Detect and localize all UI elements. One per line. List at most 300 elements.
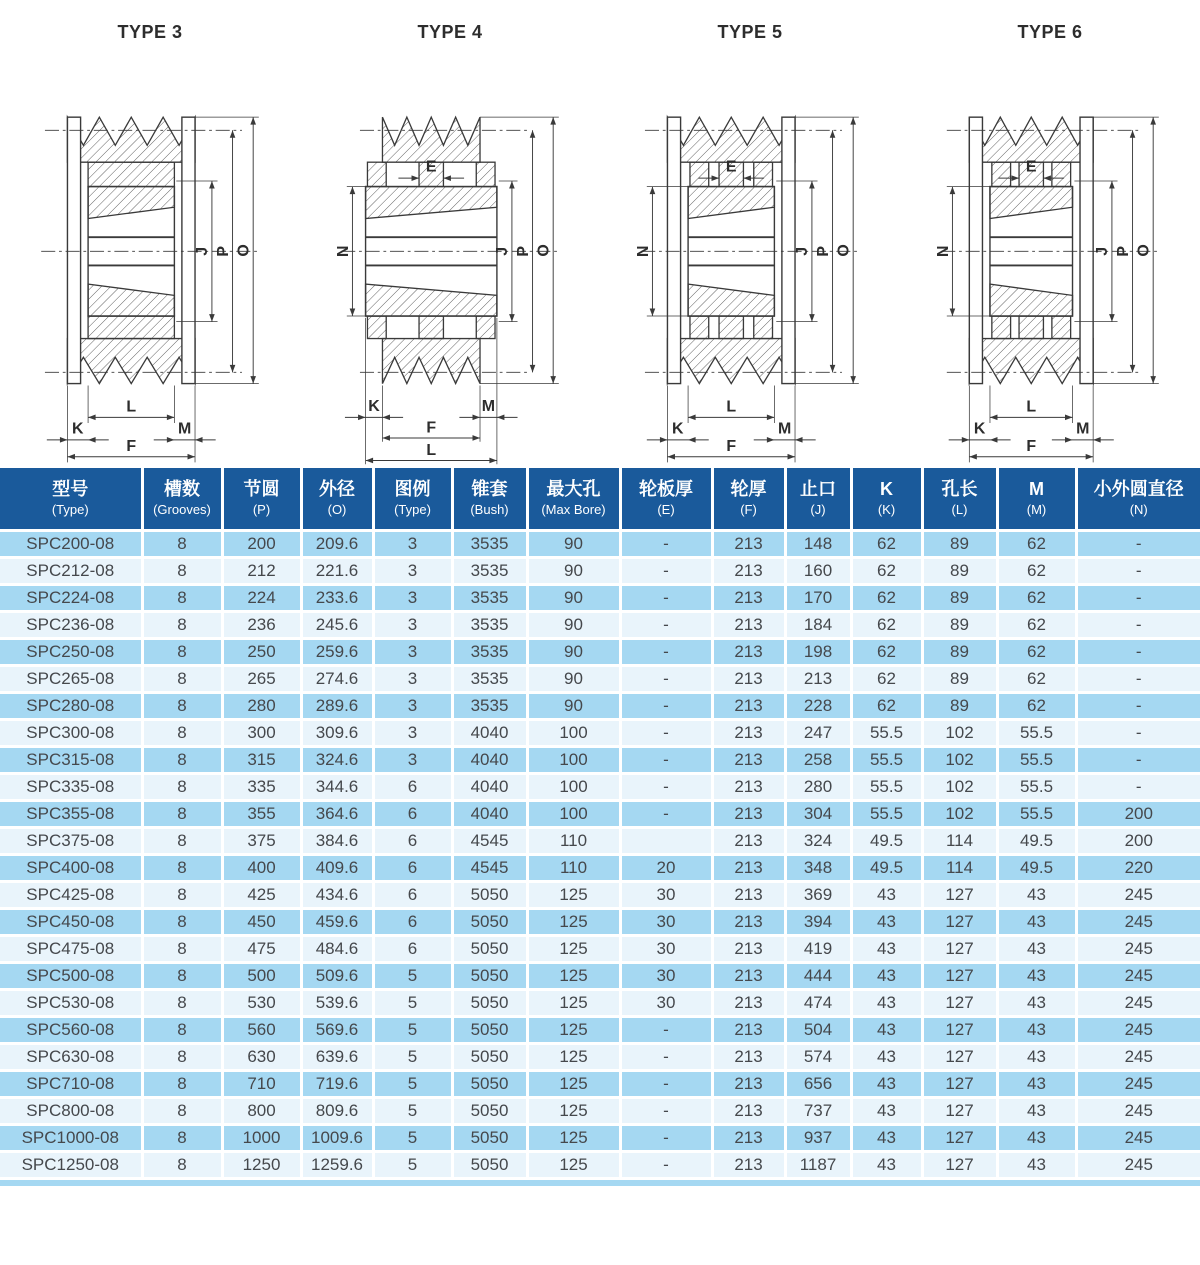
cell: 43 xyxy=(997,1097,1076,1124)
cell: 43 xyxy=(851,1043,922,1070)
column-header-9 xyxy=(712,468,785,530)
column-header-3 xyxy=(222,468,301,530)
cell: 245 xyxy=(1076,1070,1200,1097)
cell: 160 xyxy=(785,557,851,584)
cell: 213 xyxy=(712,638,785,665)
cell: 233.6 xyxy=(301,584,373,611)
cell: 127 xyxy=(922,1151,997,1178)
cell: 1000 xyxy=(222,1124,301,1151)
cell: 245 xyxy=(1076,908,1200,935)
cell: 280 xyxy=(222,692,301,719)
cell: 5050 xyxy=(452,1124,527,1151)
column-header-8 xyxy=(620,468,712,530)
cell: 125 xyxy=(527,935,620,962)
cell: 8 xyxy=(142,557,222,584)
cell: 55.5 xyxy=(997,800,1076,827)
cell: 500 xyxy=(222,962,301,989)
cell: 3 xyxy=(373,530,452,557)
cell: 100 xyxy=(527,800,620,827)
cell: 265 xyxy=(222,665,301,692)
cell: 8 xyxy=(142,665,222,692)
cell: 43 xyxy=(851,1151,922,1178)
column-header-5 xyxy=(373,468,452,530)
cell: - xyxy=(620,638,712,665)
cell: 89 xyxy=(922,665,997,692)
cell: 89 xyxy=(922,611,997,638)
table-row xyxy=(0,854,1200,881)
cell: 213 xyxy=(712,530,785,557)
cell: 3535 xyxy=(452,665,527,692)
column-header-14 xyxy=(1076,468,1200,530)
cell: 127 xyxy=(922,935,997,962)
cell: 1009.6 xyxy=(301,1124,373,1151)
cell: 221.6 xyxy=(301,557,373,584)
cell: 43 xyxy=(997,908,1076,935)
table-bottom-strip xyxy=(0,1180,1200,1186)
cell: 8 xyxy=(142,611,222,638)
cell: 110 xyxy=(527,827,620,854)
svg-text:M: M xyxy=(1076,420,1090,438)
cell: 5050 xyxy=(452,1097,527,1124)
column-header-zh: 锥套 xyxy=(471,479,508,499)
column-header-zh: K xyxy=(880,479,893,499)
cell: SPC335-08 xyxy=(0,773,142,800)
pulley-type4-panel xyxy=(300,0,600,468)
cell: 90 xyxy=(527,692,620,719)
cell: 8 xyxy=(142,1043,222,1070)
cell: - xyxy=(620,719,712,746)
cell: 43 xyxy=(997,989,1076,1016)
cell: 5050 xyxy=(452,1151,527,1178)
column-header-en: (Bush) xyxy=(470,501,509,517)
column-header-en: (O) xyxy=(327,501,347,517)
cell: 6 xyxy=(373,935,452,962)
cell: - xyxy=(620,1070,712,1097)
cell: 30 xyxy=(620,881,712,908)
cell: SPC400-08 xyxy=(0,854,142,881)
cell: 245 xyxy=(1076,1016,1200,1043)
cell: 62 xyxy=(997,638,1076,665)
cell: - xyxy=(620,1124,712,1151)
cell: 355 xyxy=(222,800,301,827)
svg-text:L: L xyxy=(726,398,737,416)
cell: 3 xyxy=(373,557,452,584)
cell: 90 xyxy=(527,530,620,557)
column-header-4 xyxy=(301,468,373,530)
column-header-en: (F) xyxy=(740,501,757,517)
cell: - xyxy=(1076,530,1200,557)
cell: 30 xyxy=(620,908,712,935)
cell: SPC800-08 xyxy=(0,1097,142,1124)
cell: 6 xyxy=(373,773,452,800)
cell: SPC265-08 xyxy=(0,665,142,692)
table-row xyxy=(0,1016,1200,1043)
svg-text:O: O xyxy=(1135,244,1153,257)
column-header-en: (N) xyxy=(1129,501,1148,517)
cell: SPC375-08 xyxy=(0,827,142,854)
cell: 5050 xyxy=(452,1070,527,1097)
cell: 737 xyxy=(785,1097,851,1124)
cell: 5050 xyxy=(452,962,527,989)
cell: 8 xyxy=(142,962,222,989)
cell: SPC315-08 xyxy=(0,746,142,773)
cell: - xyxy=(1076,773,1200,800)
cell: 245 xyxy=(1076,1151,1200,1178)
cell: 8 xyxy=(142,530,222,557)
cell: 55.5 xyxy=(851,800,922,827)
cell: 49.5 xyxy=(997,827,1076,854)
cell: - xyxy=(1076,638,1200,665)
cell: 62 xyxy=(851,638,922,665)
cell: 300 xyxy=(222,719,301,746)
svg-text:K: K xyxy=(672,420,684,438)
cell: 55.5 xyxy=(997,773,1076,800)
cell: 30 xyxy=(620,935,712,962)
cell: 43 xyxy=(997,1016,1076,1043)
cell: 213 xyxy=(712,557,785,584)
column-header-en: (Max Bore) xyxy=(541,501,606,517)
cell: SPC236-08 xyxy=(0,611,142,638)
pulley-drawing xyxy=(300,44,600,468)
column-header-en: (J) xyxy=(810,501,826,517)
table-row xyxy=(0,1151,1200,1178)
column-header-zh: 止口 xyxy=(800,479,836,499)
cell: 213 xyxy=(712,908,785,935)
cell: 55.5 xyxy=(851,773,922,800)
cell: 245 xyxy=(1076,989,1200,1016)
cell: 213 xyxy=(712,665,785,692)
cell: 8 xyxy=(142,1151,222,1178)
cell: 509.6 xyxy=(301,962,373,989)
cell: 475 xyxy=(222,935,301,962)
cell: 43 xyxy=(997,935,1076,962)
table-row xyxy=(0,611,1200,638)
svg-text:E: E xyxy=(425,158,437,176)
svg-text:K: K xyxy=(973,420,986,438)
cell: 8 xyxy=(142,827,222,854)
cell: 8 xyxy=(142,908,222,935)
cell: 125 xyxy=(527,1097,620,1124)
column-header-zh: 轮厚 xyxy=(730,479,767,499)
column-header-en: (E) xyxy=(657,501,675,517)
svg-text:F: F xyxy=(1026,438,1037,456)
cell: 364.6 xyxy=(301,800,373,827)
cell: 719.6 xyxy=(301,1070,373,1097)
cell: 639.6 xyxy=(301,1043,373,1070)
cell: 62 xyxy=(851,530,922,557)
column-header-13 xyxy=(997,468,1076,530)
cell: 400 xyxy=(222,854,301,881)
cell: 8 xyxy=(142,692,222,719)
cell: 394 xyxy=(785,908,851,935)
svg-text:N: N xyxy=(934,245,952,258)
cell: 184 xyxy=(785,611,851,638)
pulley-drawing xyxy=(0,44,300,468)
svg-text:J: J xyxy=(1094,246,1112,256)
cell: 55.5 xyxy=(851,719,922,746)
cell: 43 xyxy=(997,881,1076,908)
cell: 228 xyxy=(785,692,851,719)
cell: 62 xyxy=(851,557,922,584)
cell: - xyxy=(1076,719,1200,746)
cell: 102 xyxy=(922,719,997,746)
cell: 8 xyxy=(142,989,222,1016)
pulley-type3-panel xyxy=(0,0,300,468)
cell: 6 xyxy=(373,800,452,827)
column-header-zh: 外径 xyxy=(319,479,355,499)
cell: 369 xyxy=(785,881,851,908)
cell: 3 xyxy=(373,719,452,746)
table-row xyxy=(0,692,1200,719)
cell: 425 xyxy=(222,881,301,908)
cell: 4040 xyxy=(452,773,527,800)
cell: 125 xyxy=(527,1124,620,1151)
cell: - xyxy=(620,1043,712,1070)
cell: 200 xyxy=(1076,800,1200,827)
cell: 62 xyxy=(851,584,922,611)
cell: 5050 xyxy=(452,935,527,962)
column-header-7 xyxy=(527,468,620,530)
cell: 220 xyxy=(1076,854,1200,881)
cell: 170 xyxy=(785,584,851,611)
cell: 90 xyxy=(527,665,620,692)
cell: 20 xyxy=(620,854,712,881)
table-row xyxy=(0,638,1200,665)
cell: 324 xyxy=(785,827,851,854)
pulley-type4-drawing xyxy=(300,44,600,468)
cell: 6 xyxy=(373,881,452,908)
cell: 213 xyxy=(712,746,785,773)
cell: 8 xyxy=(142,1124,222,1151)
svg-text:O: O xyxy=(235,244,253,257)
cell: 200 xyxy=(222,530,301,557)
column-header-10 xyxy=(785,468,851,530)
table-row xyxy=(0,827,1200,854)
cell: - xyxy=(620,692,712,719)
cell: 127 xyxy=(922,1070,997,1097)
cell: 209.6 xyxy=(301,530,373,557)
column-header-en: (Type) xyxy=(394,501,431,517)
column-header-en: (L) xyxy=(951,501,968,517)
cell: 49.5 xyxy=(997,854,1076,881)
cell: 937 xyxy=(785,1124,851,1151)
cell: 539.6 xyxy=(301,989,373,1016)
table-row xyxy=(0,908,1200,935)
cell: SPC530-08 xyxy=(0,989,142,1016)
cell: 100 xyxy=(527,746,620,773)
svg-text:O: O xyxy=(535,244,553,257)
cell: 245.6 xyxy=(301,611,373,638)
cell: 309.6 xyxy=(301,719,373,746)
cell: - xyxy=(620,557,712,584)
cell: 30 xyxy=(620,989,712,1016)
cell: 62 xyxy=(851,611,922,638)
cell: SPC500-08 xyxy=(0,962,142,989)
cell: 474 xyxy=(785,989,851,1016)
cell: - xyxy=(620,800,712,827)
cell: 89 xyxy=(922,530,997,557)
cell: 245 xyxy=(1076,1097,1200,1124)
cell: 62 xyxy=(997,584,1076,611)
table-row xyxy=(0,800,1200,827)
cell: 3 xyxy=(373,584,452,611)
cell: 4545 xyxy=(452,854,527,881)
pulley-type6-panel xyxy=(900,0,1200,468)
cell: 8 xyxy=(142,746,222,773)
svg-text:J: J xyxy=(494,246,512,256)
cell: 5050 xyxy=(452,908,527,935)
pulley-type5-panel xyxy=(600,0,900,468)
cell: SPC425-08 xyxy=(0,881,142,908)
cell: 5 xyxy=(373,1070,452,1097)
cell: - xyxy=(620,1151,712,1178)
cell: 43 xyxy=(851,1016,922,1043)
cell: 5050 xyxy=(452,989,527,1016)
cell: 43 xyxy=(997,1070,1076,1097)
cell: 4545 xyxy=(452,827,527,854)
cell: 127 xyxy=(922,1124,997,1151)
cell: 89 xyxy=(922,692,997,719)
cell: 1187 xyxy=(785,1151,851,1178)
table-row xyxy=(0,989,1200,1016)
cell: 55.5 xyxy=(997,719,1076,746)
cell: 127 xyxy=(922,1043,997,1070)
cell: 3535 xyxy=(452,584,527,611)
column-header-zh: 槽数 xyxy=(164,479,200,499)
cell: 148 xyxy=(785,530,851,557)
cell: 5050 xyxy=(452,1016,527,1043)
cell: 800 xyxy=(222,1097,301,1124)
cell: SPC300-08 xyxy=(0,719,142,746)
cell: 224 xyxy=(222,584,301,611)
cell: 274.6 xyxy=(301,665,373,692)
cell: 213 xyxy=(712,827,785,854)
cell: SPC224-08 xyxy=(0,584,142,611)
column-header-en: (K) xyxy=(877,501,896,517)
column-header-1 xyxy=(0,468,142,530)
cell: 213 xyxy=(712,584,785,611)
cell: 198 xyxy=(785,638,851,665)
cell: 213 xyxy=(712,935,785,962)
cell: 8 xyxy=(142,800,222,827)
cell: 450 xyxy=(222,908,301,935)
cell: 102 xyxy=(922,773,997,800)
header-row xyxy=(0,468,1200,530)
cell: 125 xyxy=(527,962,620,989)
cell: 5 xyxy=(373,1151,452,1178)
table-row xyxy=(0,584,1200,611)
cell: 5 xyxy=(373,989,452,1016)
cell: 125 xyxy=(527,989,620,1016)
cell: 419 xyxy=(785,935,851,962)
pulley-drawing xyxy=(900,44,1200,468)
cell: 3 xyxy=(373,611,452,638)
cell: 127 xyxy=(922,1016,997,1043)
cell: 434.6 xyxy=(301,881,373,908)
cell: 110 xyxy=(527,854,620,881)
cell: 384.6 xyxy=(301,827,373,854)
cell: 3535 xyxy=(452,557,527,584)
svg-text:M: M xyxy=(178,420,192,438)
cell: 3 xyxy=(373,638,452,665)
cell: 315 xyxy=(222,746,301,773)
cell: 6 xyxy=(373,908,452,935)
cell: 6 xyxy=(373,827,452,854)
cell: - xyxy=(1076,665,1200,692)
cell: 43 xyxy=(851,1070,922,1097)
cell: 213 xyxy=(712,989,785,1016)
cell xyxy=(620,827,712,854)
cell: 3535 xyxy=(452,530,527,557)
cell: 444 xyxy=(785,962,851,989)
cell: 90 xyxy=(527,584,620,611)
cell: 8 xyxy=(142,584,222,611)
column-header-zh: 小外圆直径 xyxy=(1093,479,1184,499)
cell: 43 xyxy=(851,1097,922,1124)
svg-text:K: K xyxy=(72,420,84,438)
cell: SPC250-08 xyxy=(0,638,142,665)
cell: 49.5 xyxy=(851,827,922,854)
cell: 213 xyxy=(712,719,785,746)
column-header-en: (Type) xyxy=(51,501,89,517)
svg-text:M: M xyxy=(481,397,496,415)
cell: 5 xyxy=(373,1016,452,1043)
cell: 8 xyxy=(142,1097,222,1124)
cell: 247 xyxy=(785,719,851,746)
cell: 213 xyxy=(712,1070,785,1097)
table-row xyxy=(0,1043,1200,1070)
cell: 100 xyxy=(527,719,620,746)
cell: 49.5 xyxy=(851,854,922,881)
svg-text:P: P xyxy=(1114,245,1132,257)
cell: - xyxy=(1076,557,1200,584)
cell: 212 xyxy=(222,557,301,584)
cell: SPC1000-08 xyxy=(0,1124,142,1151)
spec-table xyxy=(0,468,1200,1180)
cell: 213 xyxy=(712,611,785,638)
cell: 114 xyxy=(922,854,997,881)
cell: 55.5 xyxy=(997,746,1076,773)
cell: 213 xyxy=(712,773,785,800)
cell: 125 xyxy=(527,1070,620,1097)
cell: 213 xyxy=(712,692,785,719)
column-header-zh: 图例 xyxy=(394,479,431,499)
svg-text:P: P xyxy=(214,245,232,257)
cell: 89 xyxy=(922,557,997,584)
cell: 62 xyxy=(851,665,922,692)
column-header-11 xyxy=(851,468,922,530)
cell: 90 xyxy=(527,638,620,665)
cell: 5 xyxy=(373,1097,452,1124)
cell: 1250 xyxy=(222,1151,301,1178)
cell: 409.6 xyxy=(301,854,373,881)
cell: SPC560-08 xyxy=(0,1016,142,1043)
cell: 8 xyxy=(142,881,222,908)
cell: 5 xyxy=(373,1124,452,1151)
svg-text:O: O xyxy=(835,244,853,257)
table-row xyxy=(0,881,1200,908)
cell: 4040 xyxy=(452,800,527,827)
table-row xyxy=(0,1097,1200,1124)
cell: 1259.6 xyxy=(301,1151,373,1178)
cell: 43 xyxy=(851,908,922,935)
cell: SPC280-08 xyxy=(0,692,142,719)
cell: - xyxy=(620,773,712,800)
column-header-2 xyxy=(142,468,222,530)
cell: 43 xyxy=(997,1043,1076,1070)
pulley-drawings-section xyxy=(0,0,1200,468)
column-header-zh: 轮板厚 xyxy=(639,479,693,499)
